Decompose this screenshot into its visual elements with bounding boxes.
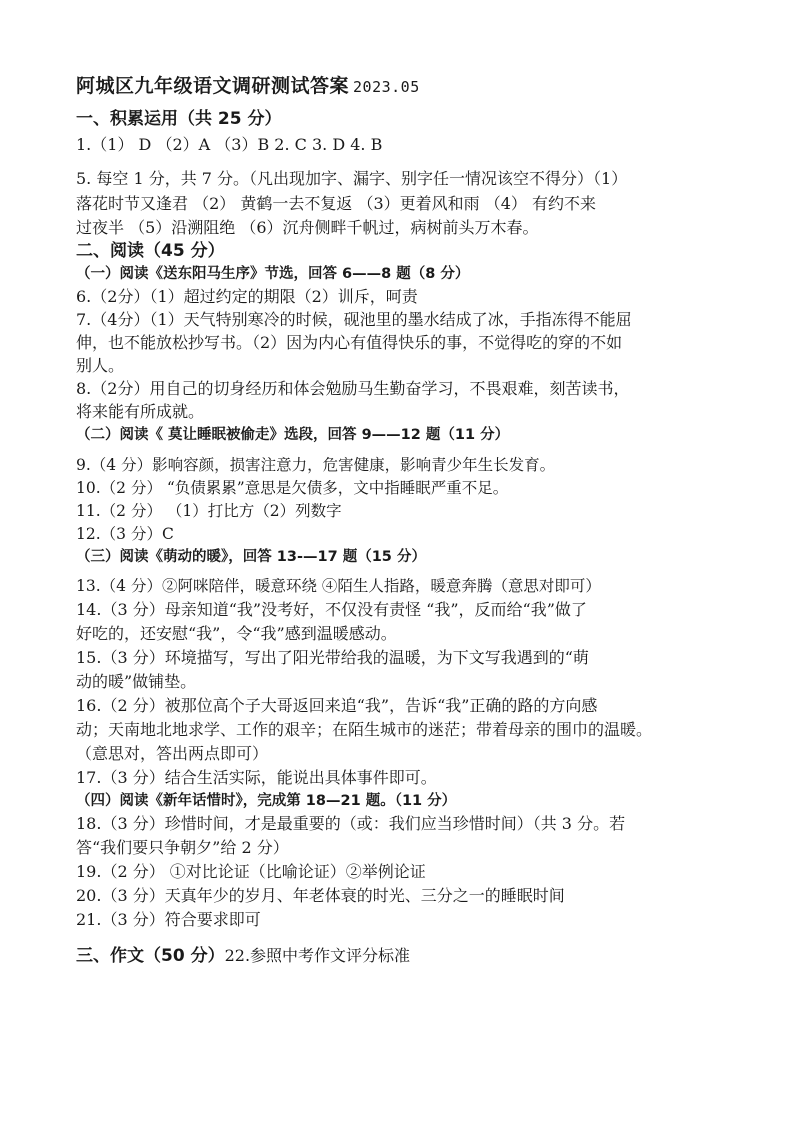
section-3-line bbox=[76, 944, 716, 968]
answer-14-b: 好吃的，还安慰“我”，令“我”感到温暖感动。 bbox=[76, 624, 397, 643]
answer-6: 6.（2分）（1）超过约定的期限（2）训斥，呵责 bbox=[76, 287, 418, 306]
answer-7-c: 别人。 bbox=[76, 356, 125, 375]
answer-17: 17.（3 分）结合生活实际，能说出具体事件即可。 bbox=[76, 768, 437, 787]
section-3-heading: 三、作文（50 分） bbox=[76, 946, 225, 966]
title-date: 2023.05 bbox=[353, 78, 420, 96]
answer-20: 20.（3 分）天真年少的岁月、年老体衰的时光、三分之一的睡眠时间 bbox=[76, 886, 565, 905]
answer-21: 21.（3 分）符合要求即可 bbox=[76, 910, 261, 929]
section-1-heading: 一、积累运用（共 25 分） bbox=[76, 109, 282, 129]
answer-10: 10.（2 分） “负债累累”意思是欠债多，文中指睡眠严重不足。 bbox=[76, 479, 509, 497]
answer-16-a: 16.（2 分）被那位高个子大哥返回来追“我”，告诉“我”正确的路的方向感 bbox=[76, 696, 598, 715]
answer-line-1-4: 1.（1） D （2）A （3）B 2. C 3. D 4. B bbox=[76, 135, 383, 154]
answer-15-b: 动的暖”做铺垫。 bbox=[76, 672, 197, 691]
part-1-heading: （一）阅读《送东阳马生序》节选，回答 6——8 题（8 分） bbox=[76, 266, 470, 282]
answer-line-5-c: 过夜半 （5）沿溯阻绝 （6）沉舟侧畔千帆过，病树前头万木春。 bbox=[76, 218, 539, 237]
answer-16-c: （意思对，答出两点即可） bbox=[76, 744, 269, 763]
answer-8-b: 将来能有所成就。 bbox=[76, 402, 205, 421]
answer-7-a: 7.（4分）（1）天气特别寒冷的时候，砚池里的墨水结成了冰，手指冻得不能屈 bbox=[76, 310, 632, 329]
answer-9: 9.（4 分）影响容颜，损害注意力，危害健康，影响青少年生长发育。 bbox=[76, 456, 556, 474]
answer-18-b: 答“我们要只争朝夕”给 2 分） bbox=[76, 838, 289, 857]
answer-19: 19.（2 分） ①对比论证（比喻论证）②举例论证 bbox=[76, 862, 426, 881]
part-4-heading: （四）阅读《新年话惜时》，完成第 18—21 题。（11 分） bbox=[76, 793, 457, 809]
answer-22: 22.参照中考作文评分标准 bbox=[224, 946, 411, 965]
title-text: 阿城区九年级语文调研测试答案 bbox=[76, 75, 350, 97]
answer-14-a: 14.（3 分）母亲知道“我”没考好，不仅没有责怪 “我”，反而给“我”做了 bbox=[76, 600, 587, 619]
answer-18-a: 18.（3 分）珍惜时间，才是最重要的（或：我们应当珍惜时间）（共 3 分。若 bbox=[76, 814, 626, 833]
answer-15-a: 15.（3 分）环境描写，写出了阳光带给我的温暖，为下文写我遇到的“萌 bbox=[76, 648, 589, 667]
answer-7-b: 伸，也不能放松抄写书。（2）因为内心有值得快乐的事，不觉得吃的穿的不如 bbox=[76, 333, 623, 352]
part-3-heading: （三）阅读《萌动的暖》，回答 13-—17 题（15 分） bbox=[76, 549, 426, 565]
answer-16-b: 动；天南地北地求学、工作的艰辛；在陌生城市的迷茫；带着母亲的围巾的温暖。 bbox=[76, 720, 653, 739]
answer-line-5-b: 落花时节又逢君 （2） 黄鹤一去不复返 （3）更着风和雨 （4） 有约不来 bbox=[76, 194, 596, 213]
answer-line-5-a: 5. 每空 1 分，共 7 分。（凡出现加字、漏字、别字任一情况该空不得分）（1） bbox=[76, 169, 628, 188]
answer-11: 11.（2 分） （1）打比方（2）列数字 bbox=[76, 502, 342, 520]
answer-12: 12.（3 分）C bbox=[76, 525, 174, 543]
answer-8-a: 8.（2分）用自己的切身经历和体会勉励马生勤奋学习，不畏艰难，刻苦读书， bbox=[76, 379, 630, 398]
part-2-heading: （二）阅读《 莫让睡眠被偷走》选段，回答 9——12 题（11 分） bbox=[76, 427, 510, 443]
answer-13: 13.（4 分）②阿咪陪伴，暖意环绕 ④陌生人指路，暖意奔腾（意思对即可） bbox=[76, 577, 601, 595]
section-2-heading: 二、阅读（45 分） bbox=[76, 241, 225, 261]
document-title bbox=[76, 74, 716, 99]
